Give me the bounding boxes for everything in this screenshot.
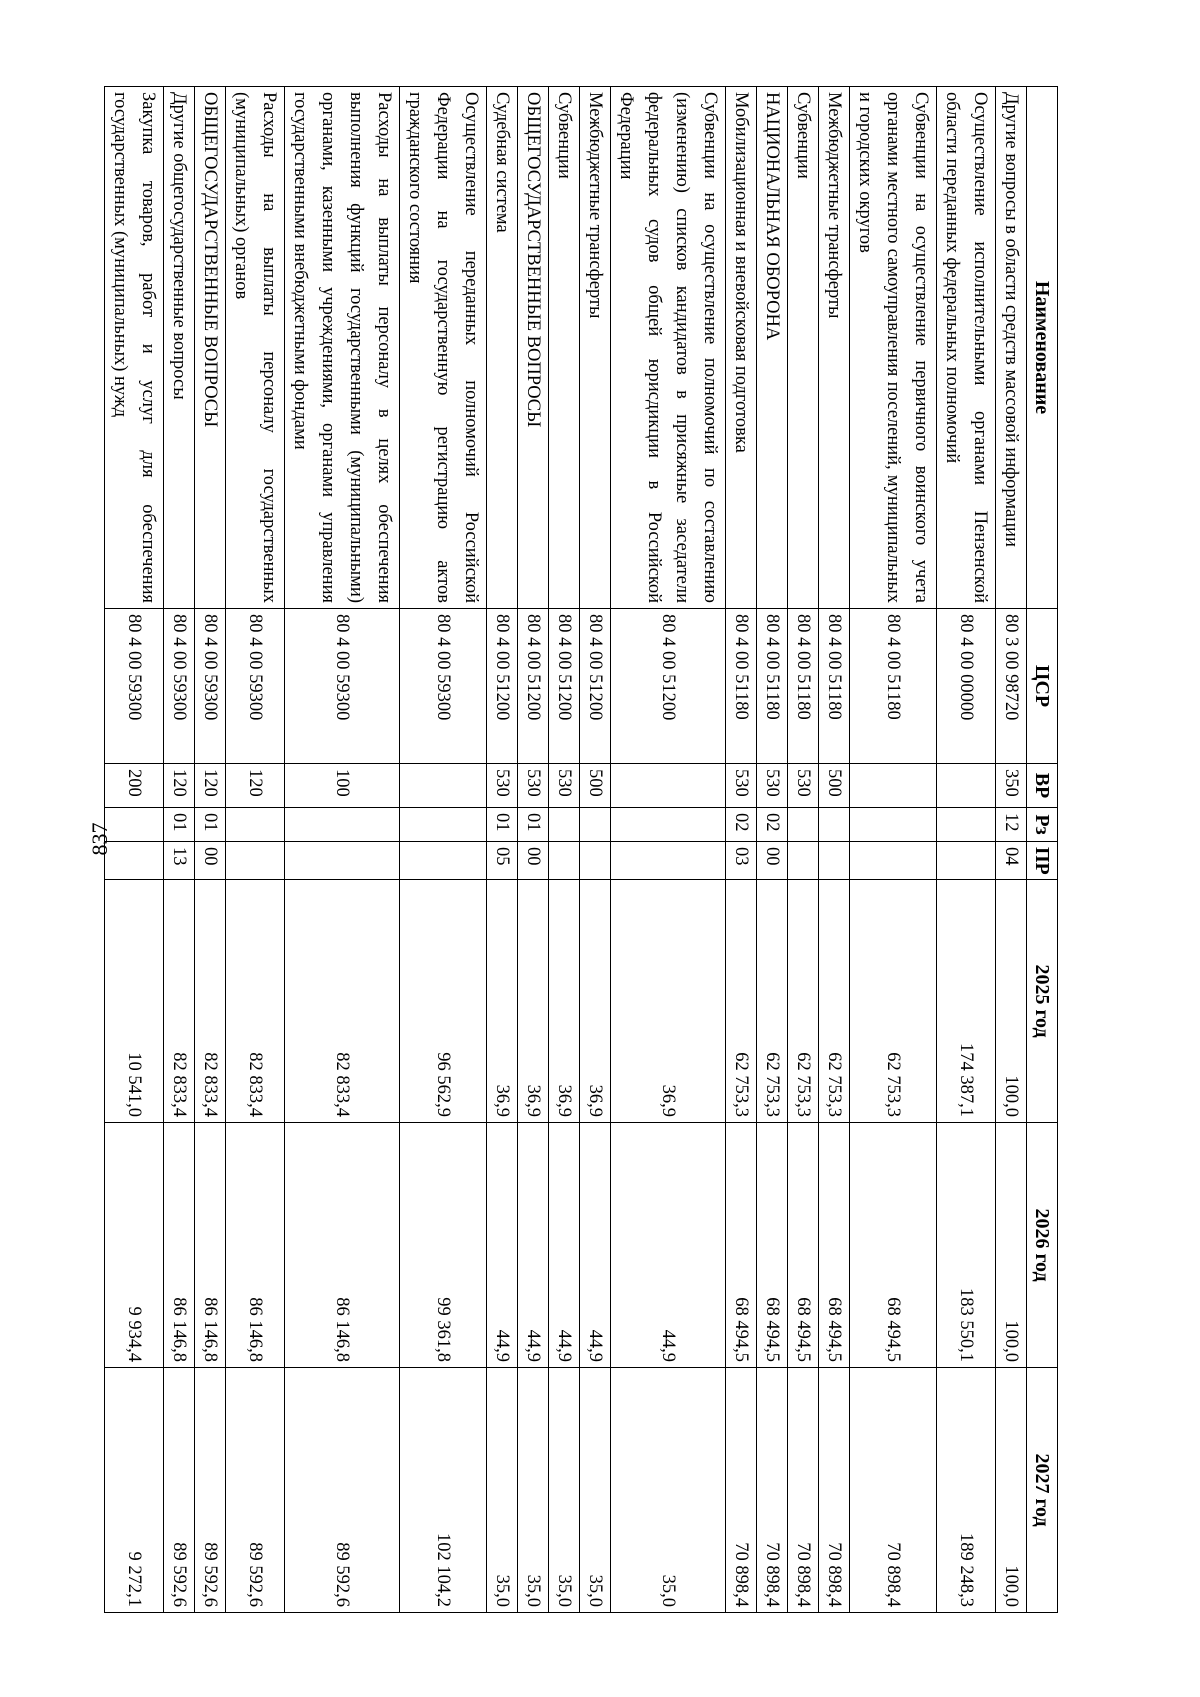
- table-body: [105, 87, 1027, 1613]
- cell-rz: [285, 808, 400, 842]
- cell-y2026: 68 494,5: [757, 1123, 788, 1368]
- cell-pr: [611, 842, 726, 880]
- cell-csr: 80 4 00 51180: [726, 609, 757, 764]
- cell-rz: 01: [195, 808, 226, 842]
- cell-pr: [400, 842, 487, 880]
- cell-csr: 80 4 00 51200: [580, 609, 611, 764]
- cell-y2026: 86 146,8: [285, 1123, 400, 1368]
- cell-y2025: 10 541,0: [105, 880, 164, 1123]
- cell-rz: 02: [726, 808, 757, 842]
- cell-y2025: 62 753,3: [788, 880, 819, 1123]
- cell-y2027: 35,0: [580, 1368, 611, 1613]
- cell-vr: 350: [996, 764, 1027, 808]
- table-row: [788, 87, 819, 1613]
- cell-vr: 100: [285, 764, 400, 808]
- cell-rz: 02: [757, 808, 788, 842]
- cell-y2027: 89 592,6: [164, 1368, 195, 1613]
- header-pr: ПР: [1027, 842, 1058, 880]
- cell-y2026: 86 146,8: [195, 1123, 226, 1368]
- table-row: [611, 87, 726, 1613]
- cell-rz: [580, 808, 611, 842]
- cell-y2027: 89 592,6: [285, 1368, 400, 1613]
- header-2025: 2025 год: [1027, 880, 1058, 1123]
- cell-rz: 01: [518, 808, 549, 842]
- cell-name: Межбюджетные трансферты: [580, 87, 611, 609]
- cell-vr: 200: [105, 764, 164, 808]
- header-vr: ВР: [1027, 764, 1058, 808]
- cell-vr: 530: [726, 764, 757, 808]
- cell-csr: 80 4 00 51180: [850, 609, 937, 764]
- cell-name: Другие общегосударственные вопросы: [164, 87, 195, 609]
- cell-name: Расходы на выплаты персоналу государственных (муниципальных) органов: [226, 87, 285, 609]
- cell-y2027: 70 898,4: [757, 1368, 788, 1613]
- table-row: [937, 87, 996, 1613]
- cell-y2027: 35,0: [549, 1368, 580, 1613]
- cell-y2026: 44,9: [518, 1123, 549, 1368]
- cell-name: НАЦИОНАЛЬНАЯ ОБОРОНА: [757, 87, 788, 609]
- table-row: [850, 87, 937, 1613]
- cell-y2027: 35,0: [611, 1368, 726, 1613]
- cell-pr: [850, 842, 937, 880]
- cell-y2027: 35,0: [487, 1368, 518, 1613]
- table-row: [195, 87, 226, 1613]
- cell-csr: 80 3 00 98720: [996, 609, 1027, 764]
- cell-name: Закупка товаров, работ и услуг для обеспечения государственных (муниципальных) нужд: [105, 87, 164, 609]
- cell-y2025: 36,9: [611, 880, 726, 1123]
- cell-vr: 120: [164, 764, 195, 808]
- cell-y2025: 36,9: [549, 880, 580, 1123]
- cell-rz: [400, 808, 487, 842]
- cell-y2026: 68 494,5: [819, 1123, 850, 1368]
- cell-y2025: 36,9: [518, 880, 549, 1123]
- cell-csr: 80 4 00 51180: [819, 609, 850, 764]
- cell-rz: 01: [487, 808, 518, 842]
- cell-y2025: 62 753,3: [726, 880, 757, 1123]
- cell-csr: 80 4 00 51200: [487, 609, 518, 764]
- table-row: [487, 87, 518, 1613]
- cell-name: Осуществление переданных полномочий Российской Федерации на государственную регистрацию актов гражданского состояния: [400, 87, 487, 609]
- header-csr: ЦСР: [1027, 609, 1058, 764]
- cell-vr: [850, 764, 937, 808]
- cell-vr: 530: [487, 764, 518, 808]
- cell-pr: 03: [726, 842, 757, 880]
- cell-name: Осуществление исполнительными органами Пензенской области переданных федеральных полномочий: [937, 87, 996, 609]
- cell-vr: 120: [226, 764, 285, 808]
- cell-csr: 80 4 00 00000: [937, 609, 996, 764]
- cell-pr: 00: [195, 842, 226, 880]
- cell-rz: 01: [164, 808, 195, 842]
- header-name: Наименование: [1027, 87, 1058, 609]
- cell-y2026: 86 146,8: [164, 1123, 195, 1368]
- cell-pr: [819, 842, 850, 880]
- cell-csr: 80 4 00 59300: [105, 609, 164, 764]
- cell-rz: [850, 808, 937, 842]
- rotated-table-container: [104, 86, 1058, 1612]
- cell-y2027: 89 592,6: [226, 1368, 285, 1613]
- cell-rz: [105, 808, 164, 842]
- cell-y2027: 35,0: [518, 1368, 549, 1613]
- cell-pr: [937, 842, 996, 880]
- cell-csr: 80 4 00 59300: [226, 609, 285, 764]
- cell-name: Расходы на выплаты персоналу в целях обеспечения выполнения функций государственными (муниципальными) органами, казенными учреждениями, органами управления государственными внебюджетными фондами: [285, 87, 400, 609]
- cell-y2025: 36,9: [487, 880, 518, 1123]
- cell-pr: [105, 842, 164, 880]
- cell-name: Другие вопросы в области средств массовой информации: [996, 87, 1027, 609]
- cell-y2026: 44,9: [580, 1123, 611, 1368]
- table-row: [105, 87, 164, 1613]
- cell-y2026: 183 550,1: [937, 1123, 996, 1368]
- cell-name: Судебная система: [487, 87, 518, 609]
- cell-rz: [226, 808, 285, 842]
- table-row: [549, 87, 580, 1613]
- cell-csr: 80 4 00 51180: [757, 609, 788, 764]
- cell-vr: 120: [195, 764, 226, 808]
- cell-rz: [549, 808, 580, 842]
- table-row: [819, 87, 850, 1613]
- table-row: [726, 87, 757, 1613]
- cell-csr: 80 4 00 51200: [518, 609, 549, 764]
- cell-csr: 80 4 00 59300: [164, 609, 195, 764]
- cell-name: Субвенции на осуществление первичного воинского учета органами местного самоуправления поселений, муниципальных и городских округов: [850, 87, 937, 609]
- cell-y2026: 86 146,8: [226, 1123, 285, 1368]
- cell-vr: [400, 764, 487, 808]
- cell-name: Субвенции на осуществление полномочий по составлению (изменению) списков кандидатов в присяжные заседатели федеральных судов общей юрисдикции в Российской Федерации: [611, 87, 726, 609]
- cell-vr: 500: [819, 764, 850, 808]
- table-row: [400, 87, 487, 1613]
- table-row: [757, 87, 788, 1613]
- cell-pr: [285, 842, 400, 880]
- cell-rz: [937, 808, 996, 842]
- cell-pr: 04: [996, 842, 1027, 880]
- cell-y2025: 100,0: [996, 880, 1027, 1123]
- cell-y2026: 99 361,8: [400, 1123, 487, 1368]
- cell-y2025: 62 753,3: [819, 880, 850, 1123]
- table-row: [518, 87, 549, 1613]
- table-row: [580, 87, 611, 1613]
- cell-y2026: 100,0: [996, 1123, 1027, 1368]
- cell-vr: 530: [518, 764, 549, 808]
- cell-vr: 530: [549, 764, 580, 808]
- cell-y2026: 68 494,5: [726, 1123, 757, 1368]
- cell-csr: 80 4 00 51200: [549, 609, 580, 764]
- cell-y2025: 82 833,4: [285, 880, 400, 1123]
- cell-y2025: 62 753,3: [757, 880, 788, 1123]
- cell-name: Субвенции: [549, 87, 580, 609]
- cell-y2027: 70 898,4: [850, 1368, 937, 1613]
- cell-y2027: 189 248,3: [937, 1368, 996, 1613]
- cell-y2026: 44,9: [611, 1123, 726, 1368]
- cell-pr: [580, 842, 611, 880]
- cell-name: ОБЩЕГОСУДАРСТВЕННЫЕ ВОПРОСЫ: [195, 87, 226, 609]
- cell-rz: [611, 808, 726, 842]
- cell-pr: [788, 842, 819, 880]
- cell-vr: 530: [788, 764, 819, 808]
- cell-y2025: 82 833,4: [164, 880, 195, 1123]
- table-row: [226, 87, 285, 1613]
- cell-y2027: 70 898,4: [788, 1368, 819, 1613]
- cell-name: Межбюджетные трансферты: [819, 87, 850, 609]
- cell-y2025: 174 387,1: [937, 880, 996, 1123]
- cell-y2025: 96 562,9: [400, 880, 487, 1123]
- cell-vr: 530: [757, 764, 788, 808]
- cell-pr: 13: [164, 842, 195, 880]
- table-row: [285, 87, 400, 1613]
- cell-rz: [819, 808, 850, 842]
- cell-vr: [937, 764, 996, 808]
- cell-y2025: 82 833,4: [226, 880, 285, 1123]
- cell-y2026: 44,9: [487, 1123, 518, 1368]
- header-2027: 2027 год: [1027, 1368, 1058, 1613]
- cell-pr: 00: [518, 842, 549, 880]
- header-row: [1027, 87, 1058, 1613]
- cell-y2027: 102 104,2: [400, 1368, 487, 1613]
- cell-csr: 80 4 00 59300: [285, 609, 400, 764]
- cell-csr: 80 4 00 51180: [788, 609, 819, 764]
- cell-y2025: 82 833,4: [195, 880, 226, 1123]
- header-2026: 2026 год: [1027, 1123, 1058, 1368]
- cell-name: ОБЩЕГОСУДАРСТВЕННЫЕ ВОПРОСЫ: [518, 87, 549, 609]
- cell-csr: 80 4 00 59300: [195, 609, 226, 764]
- cell-y2027: 100,0: [996, 1368, 1027, 1613]
- budget-table: [104, 86, 1058, 1613]
- cell-pr: 00: [757, 842, 788, 880]
- cell-y2027: 89 592,6: [195, 1368, 226, 1613]
- cell-y2025: 36,9: [580, 880, 611, 1123]
- cell-rz: 12: [996, 808, 1027, 842]
- cell-y2025: 62 753,3: [850, 880, 937, 1123]
- cell-y2026: 68 494,5: [788, 1123, 819, 1368]
- cell-y2026: 68 494,5: [850, 1123, 937, 1368]
- table-row: [164, 87, 195, 1613]
- cell-y2027: 70 898,4: [726, 1368, 757, 1613]
- cell-pr: [226, 842, 285, 880]
- cell-rz: [788, 808, 819, 842]
- cell-y2026: 44,9: [549, 1123, 580, 1368]
- cell-y2027: 70 898,4: [819, 1368, 850, 1613]
- cell-vr: [611, 764, 726, 808]
- cell-vr: 500: [580, 764, 611, 808]
- header-rz: Рз: [1027, 808, 1058, 842]
- cell-csr: 80 4 00 59300: [400, 609, 487, 764]
- cell-pr: [549, 842, 580, 880]
- cell-csr: 80 4 00 51200: [611, 609, 726, 764]
- cell-pr: 05: [487, 842, 518, 880]
- page-number: 837: [87, 822, 112, 856]
- cell-name: Мобилизационная и вневойсковая подготовка: [726, 87, 757, 609]
- cell-y2027: 9 272,1: [105, 1368, 164, 1613]
- cell-name: Субвенции: [788, 87, 819, 609]
- cell-y2026: 9 934,4: [105, 1123, 164, 1368]
- table-row: [996, 87, 1027, 1613]
